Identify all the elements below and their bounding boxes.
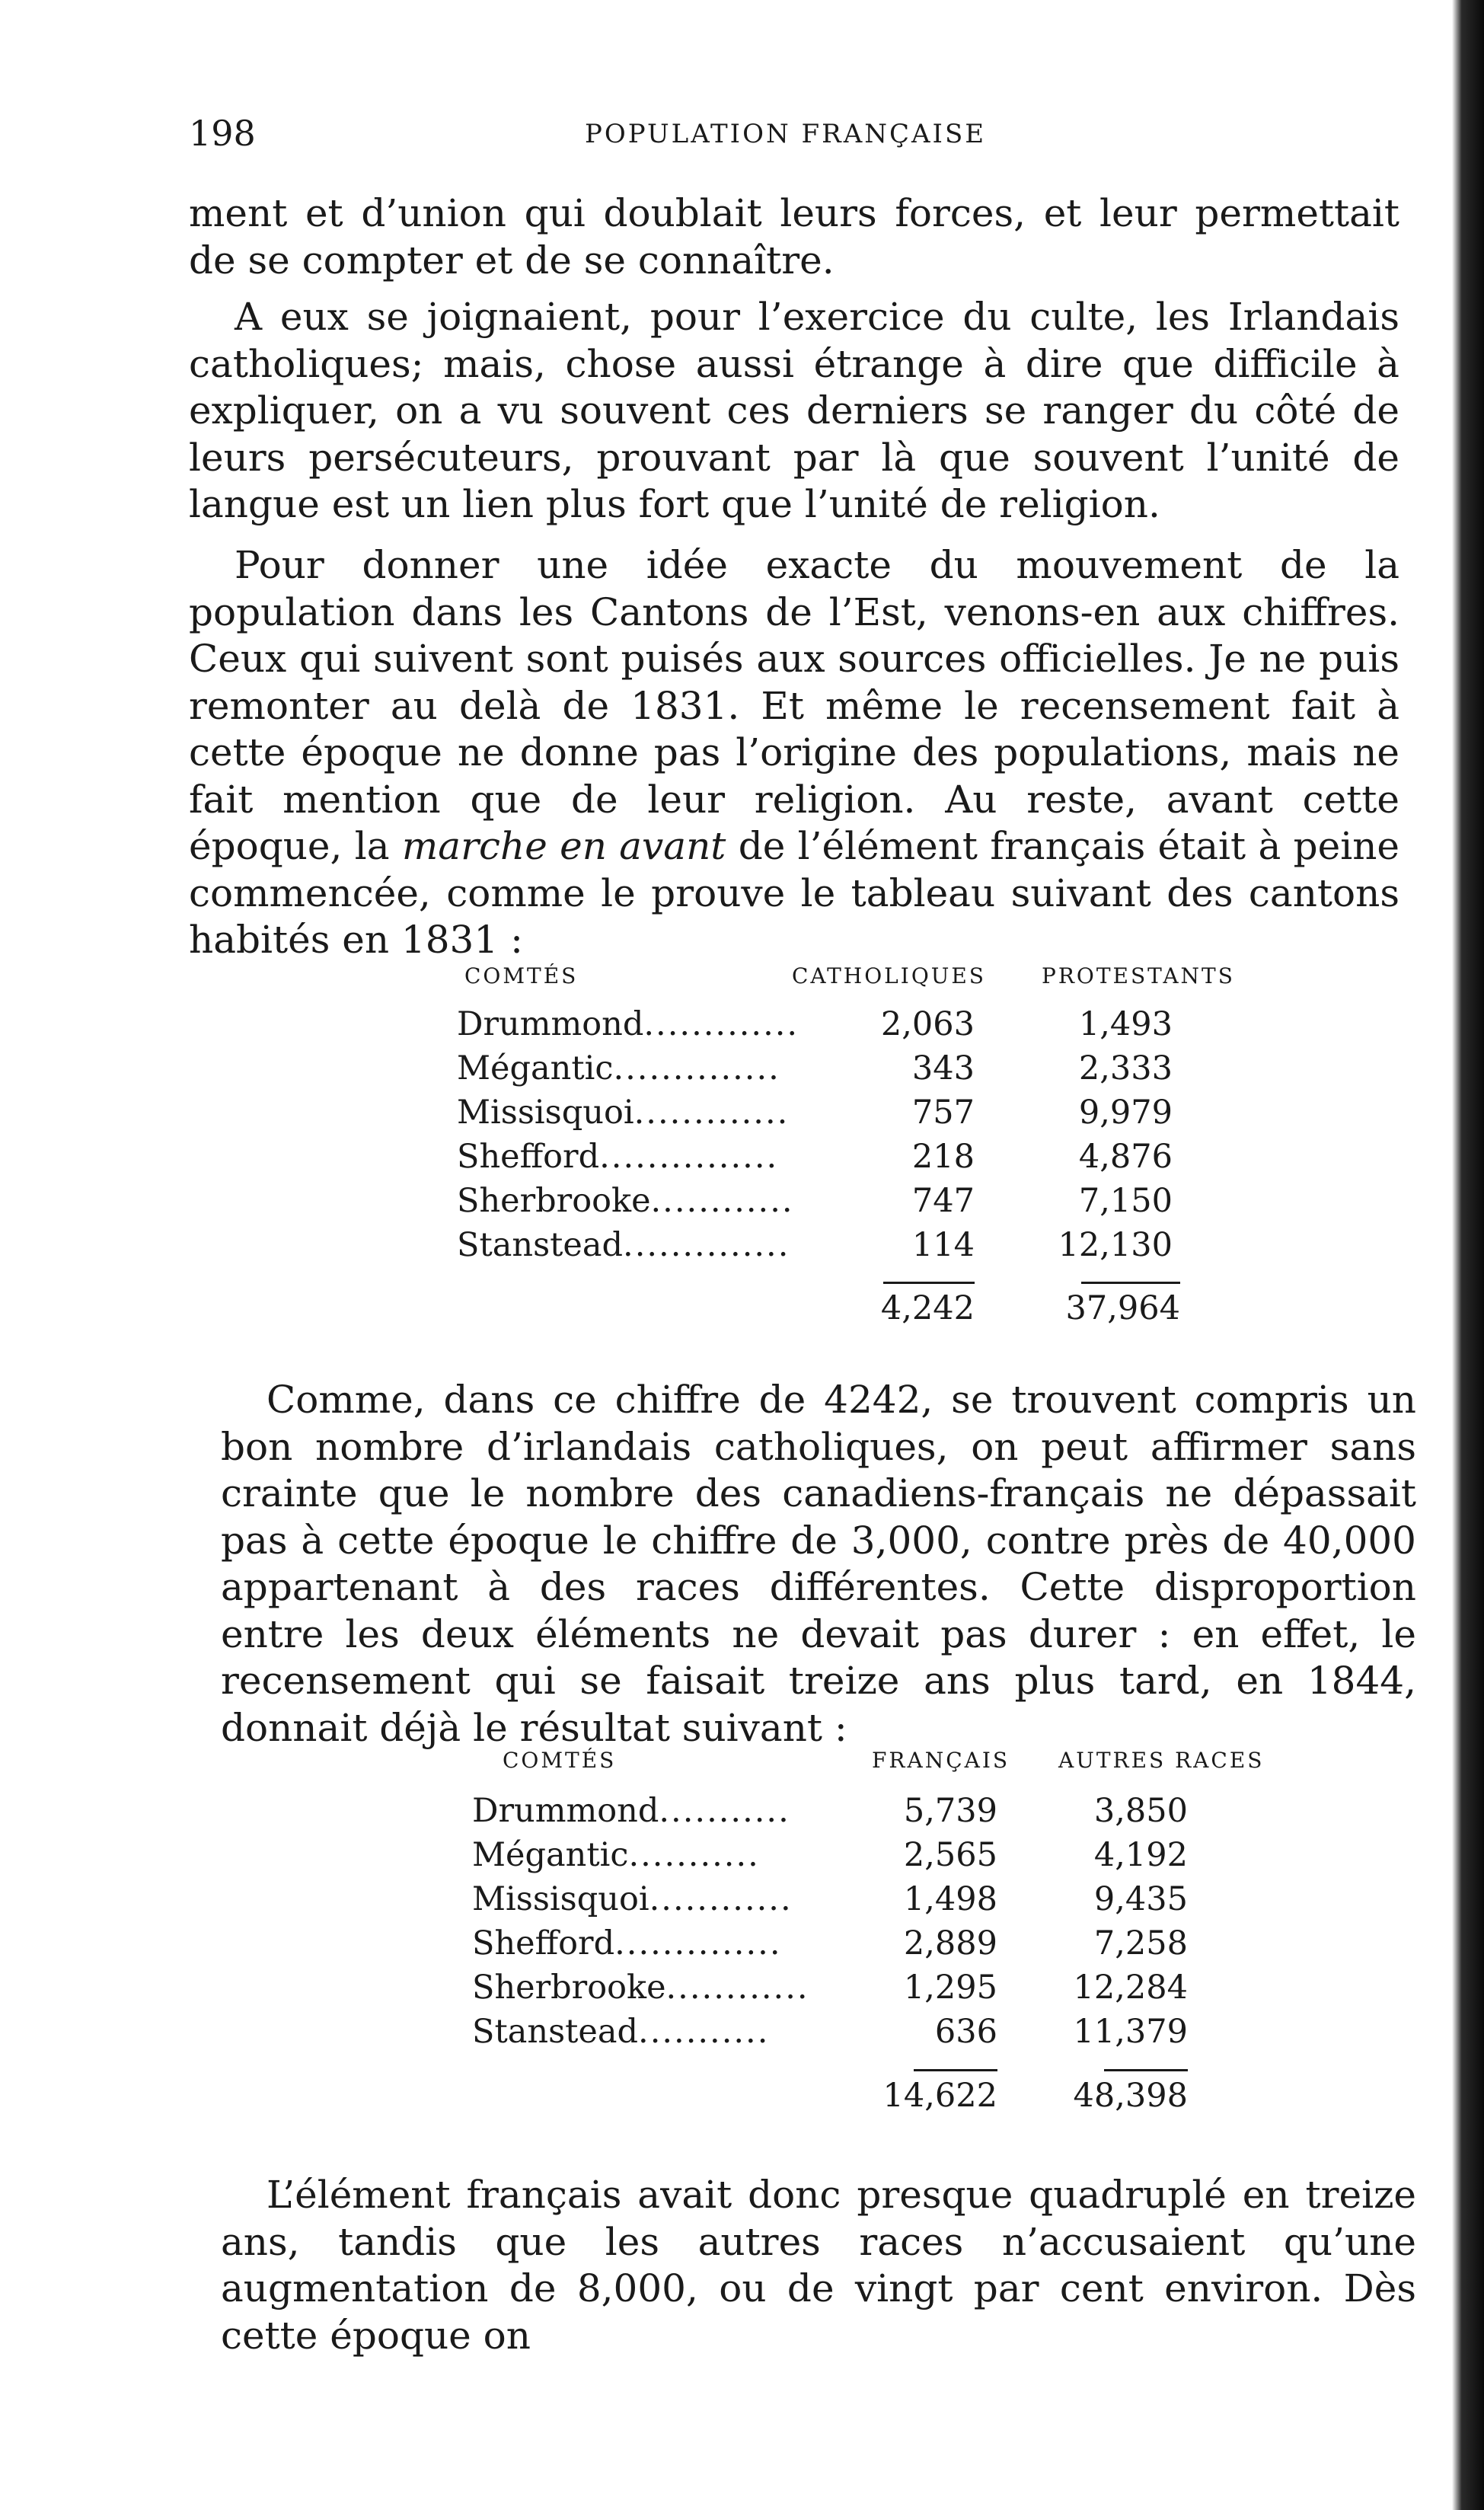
french-value: 1,295 <box>903 1969 997 2007</box>
other-races-value: 7,258 <box>1093 1924 1188 1962</box>
protestants-value: 1,493 <box>1078 1005 1173 1043</box>
paragraph-3-part-b: de l’élément français était à peine commencée, comme le prouve le tableau suivant des cantons habités en 1831 : <box>189 824 1399 962</box>
total-other-races: 48,398 <box>1073 2077 1188 2115</box>
table-row <box>457 1138 1264 1182</box>
table-row <box>457 1226 1264 1270</box>
protestants-value: 4,876 <box>1078 1138 1173 1176</box>
table-1831-header-counties: COMTÉS <box>464 963 579 988</box>
county-name: Drummond............. <box>457 1005 799 1043</box>
county-name: Stanstead.............. <box>457 1226 790 1264</box>
county-name: Missisquoi............. <box>457 1094 790 1132</box>
table-1844-header-french: FRANÇAIS <box>872 1748 1010 1773</box>
protestants-value: 9,979 <box>1078 1094 1173 1132</box>
catholics-value: 757 <box>911 1094 975 1132</box>
table-row <box>457 1005 1264 1049</box>
running-title: POPULATION FRANÇAISE <box>585 119 987 149</box>
table-1831-header-protestants: PROTESTANTS <box>1042 963 1235 988</box>
table-1844-header-other-races: AUTRES RACES <box>1058 1748 1265 1773</box>
total-rule-other-races <box>1104 2069 1188 2071</box>
other-races-value: 4,192 <box>1093 1836 1188 1874</box>
paragraph-5: L’élément français avait donc presque quadruplé en treize ans, tandis que les autres races n’accusaient qu’une augmentation de 8,000, ou de vingt par cent environ. Dès cette époque on <box>221 2173 1416 2358</box>
table-row <box>472 1792 1279 1836</box>
catholics-value: 747 <box>911 1182 975 1220</box>
page-number: 198 <box>189 113 256 154</box>
county-name: Missisquoi............ <box>472 1880 793 1918</box>
table-row <box>472 1836 1279 1880</box>
table-row <box>472 2013 1279 2057</box>
catholics-value: 218 <box>911 1138 975 1176</box>
catholics-value: 114 <box>911 1226 975 1264</box>
total-protestants: 37,964 <box>1065 1289 1180 1327</box>
paragraph-3-emphasis: marche en avant <box>401 824 726 868</box>
french-value: 1,498 <box>903 1880 997 1918</box>
paragraph-2: A eux se joignaient, pour l’exercice du culte, les Irlandais catholiques; mais, chose aussi étrange à dire que difficile à expliquer, on a vu souvent ces derniers se ranger du côté de leurs persécuteurs, prouvant par là que souvent l’unité de langue est un lien plus fort que l’unité de religion. <box>189 295 1399 526</box>
table-row <box>472 1924 1279 1969</box>
table-1831 <box>457 963 1264 1336</box>
county-name: Sherbrooke............ <box>457 1182 794 1220</box>
table-row <box>457 1094 1264 1138</box>
paragraph-3-part-a: Pour donner une idée exacte du mouvement de la population dans les Cantons de l’Est, venons-en aux chiffres. Ceux qui suivent sont puisés aux sources officielles. Je ne puis remonter au delà de 1831. Et même le recensement fait à cette époque ne donne pas l’origine des populations, mais ne fait mention que de leur religion. Au reste, avant cette époque, la <box>189 543 1399 868</box>
paragraph-4: Comme, dans ce chiffre de 4242, se trouvent compris un bon nombre d’irlandais catholiques, on peut affirmer sans crainte que le nombre des canadiens-français ne dépassait pas à cette époque le chiffre de 3,000, contre près de 40,000 appartenant à des races différentes. Cette disproportion entre les deux éléments ne devait pas durer : en effet, le recensement qui se faisait treize ans plus tard, en 1844, donnait déjà le résultat suivant : <box>221 1378 1416 1750</box>
french-value: 2,565 <box>903 1836 997 1874</box>
county-name: Mégantic.............. <box>457 1049 780 1087</box>
protestants-value: 12,130 <box>1058 1226 1173 1264</box>
county-name: Mégantic........... <box>472 1836 760 1874</box>
table-1831-header-catholics: CATHOLIQUES <box>792 963 986 988</box>
county-name: Sherbrooke............ <box>472 1969 809 2007</box>
protestants-value: 7,150 <box>1078 1182 1173 1220</box>
protestants-value: 2,333 <box>1078 1049 1173 1087</box>
total-rule-french <box>914 2069 997 2071</box>
catholics-value: 2,063 <box>880 1005 975 1043</box>
paragraph-1: ment et d’union qui doublait leurs forces, et leur permettait de se compter et de se connaître. <box>189 191 1399 283</box>
page-header <box>189 113 1399 166</box>
county-name: Drummond........... <box>472 1792 790 1830</box>
paragraph-3 <box>189 542 1399 964</box>
total-rule-catholics <box>883 1282 975 1284</box>
french-value: 5,739 <box>903 1792 997 1830</box>
table-row <box>472 1969 1279 2013</box>
table-row <box>472 1880 1279 1924</box>
total-catholics: 4,242 <box>880 1289 975 1327</box>
table-row <box>457 1049 1264 1094</box>
french-value: 2,889 <box>903 1924 997 1962</box>
page-edge-shadow <box>1452 0 1484 2510</box>
total-rule-protestants <box>1081 1282 1180 1284</box>
county-name: Shefford.............. <box>472 1924 782 1962</box>
table-1844-header-counties: COMTÉS <box>503 1748 617 1773</box>
other-races-value: 12,284 <box>1073 1969 1188 2007</box>
county-name: Stanstead........... <box>472 2013 770 2051</box>
other-races-value: 3,850 <box>1093 1792 1188 1830</box>
table-1844 <box>472 1748 1279 2128</box>
french-value: 636 <box>934 2013 997 2051</box>
other-races-value: 11,379 <box>1073 2013 1188 2051</box>
county-name: Shefford............... <box>457 1138 779 1176</box>
catholics-value: 343 <box>911 1049 975 1087</box>
total-french: 14,622 <box>882 2077 997 2115</box>
other-races-value: 9,435 <box>1093 1880 1188 1918</box>
table-row <box>457 1182 1264 1226</box>
